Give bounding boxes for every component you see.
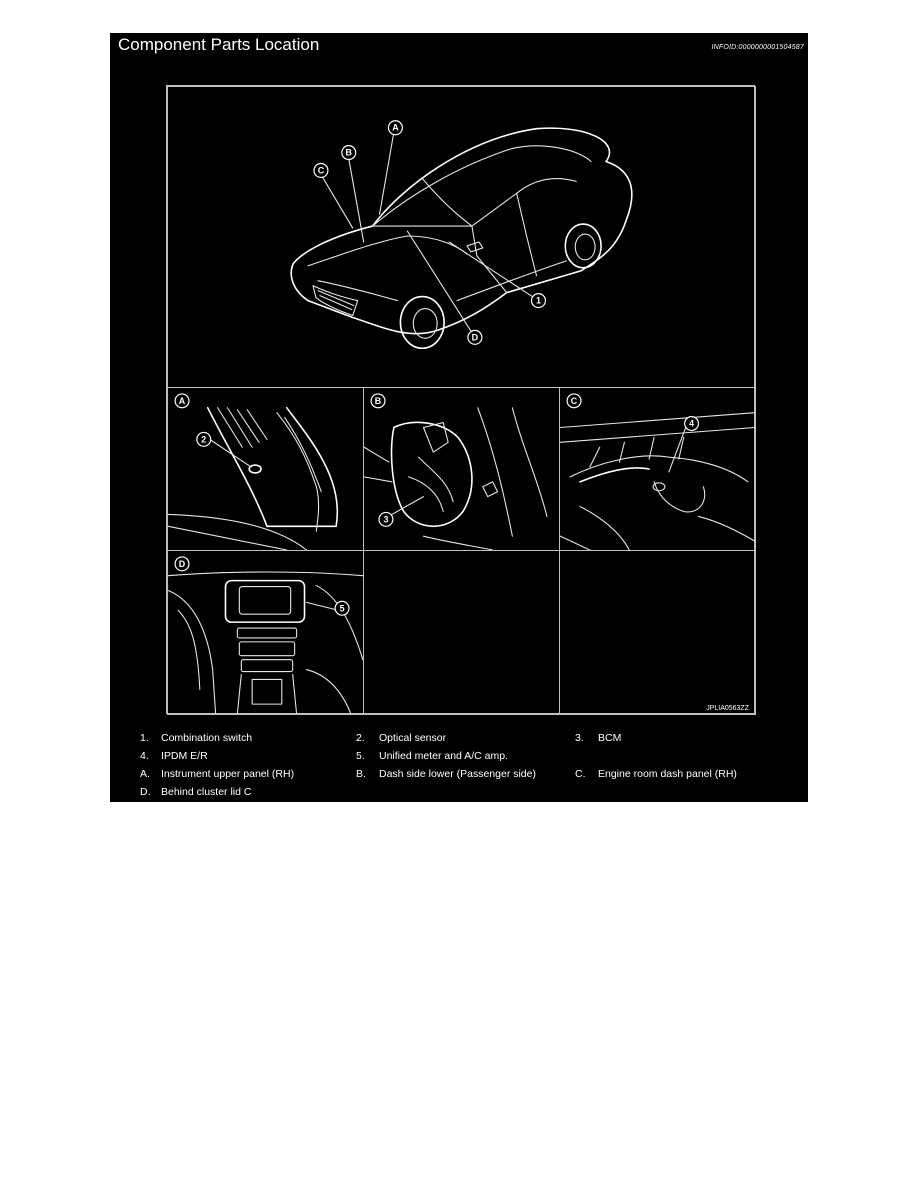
component-location-figure (166, 85, 755, 714)
callout-b: B (345, 147, 352, 158)
page-title: Component Parts Location (118, 35, 320, 54)
detail-b-letter: B (374, 395, 382, 406)
detail-c-letter: C (570, 395, 578, 406)
callout-5: 5 (339, 603, 345, 614)
legend-text: Optical sensor (379, 732, 447, 744)
legend-text: Instrument upper panel (RH) (161, 768, 295, 780)
detail-a-letter: A (178, 395, 186, 406)
legend-num: 3. (575, 732, 584, 744)
detail-panel-c (559, 387, 756, 551)
legend-num: D. (140, 786, 151, 798)
detail-d-letter: D (178, 558, 186, 569)
callout-2: 2 (201, 434, 207, 445)
legend-text: BCM (598, 732, 622, 744)
callout-a: A (392, 122, 399, 133)
legend-text: Behind cluster lid C (161, 786, 252, 798)
vehicle-overview-panel (167, 86, 756, 388)
legend-text: IPDM E/R (161, 750, 208, 762)
legend-num: 2. (356, 732, 365, 744)
legend-num: B. (356, 768, 366, 780)
legend-num: 1. (140, 732, 149, 744)
detail-panel-b (363, 387, 560, 551)
legend-num: 5. (356, 750, 365, 762)
figure-code: JPLIA0563ZZ (706, 705, 749, 712)
vehicle-illustration (168, 87, 755, 387)
legend-num: C. (575, 768, 586, 780)
detail-panel-d (167, 550, 364, 715)
callout-1: 1 (535, 295, 541, 306)
legend-text: Dash side lower (Passenger side) (379, 768, 536, 780)
legend-text: Unified meter and A/C amp. (379, 750, 508, 762)
document-id: INFOID:0000000001504587 (711, 44, 804, 51)
callout-c: C (317, 165, 325, 176)
callout-d: D (471, 332, 479, 343)
legend-text: Combination switch (161, 732, 253, 744)
legend-text: Engine room dash panel (RH) (598, 768, 737, 780)
callout-4: 4 (689, 418, 695, 429)
detail-panel-a (167, 387, 364, 551)
legend-num: A. (140, 768, 150, 780)
callout-3: 3 (383, 514, 389, 525)
blank-panel-2 (559, 550, 756, 715)
legend-num: 4. (140, 750, 149, 762)
document-page (110, 33, 808, 802)
blank-panel-1 (363, 550, 560, 715)
